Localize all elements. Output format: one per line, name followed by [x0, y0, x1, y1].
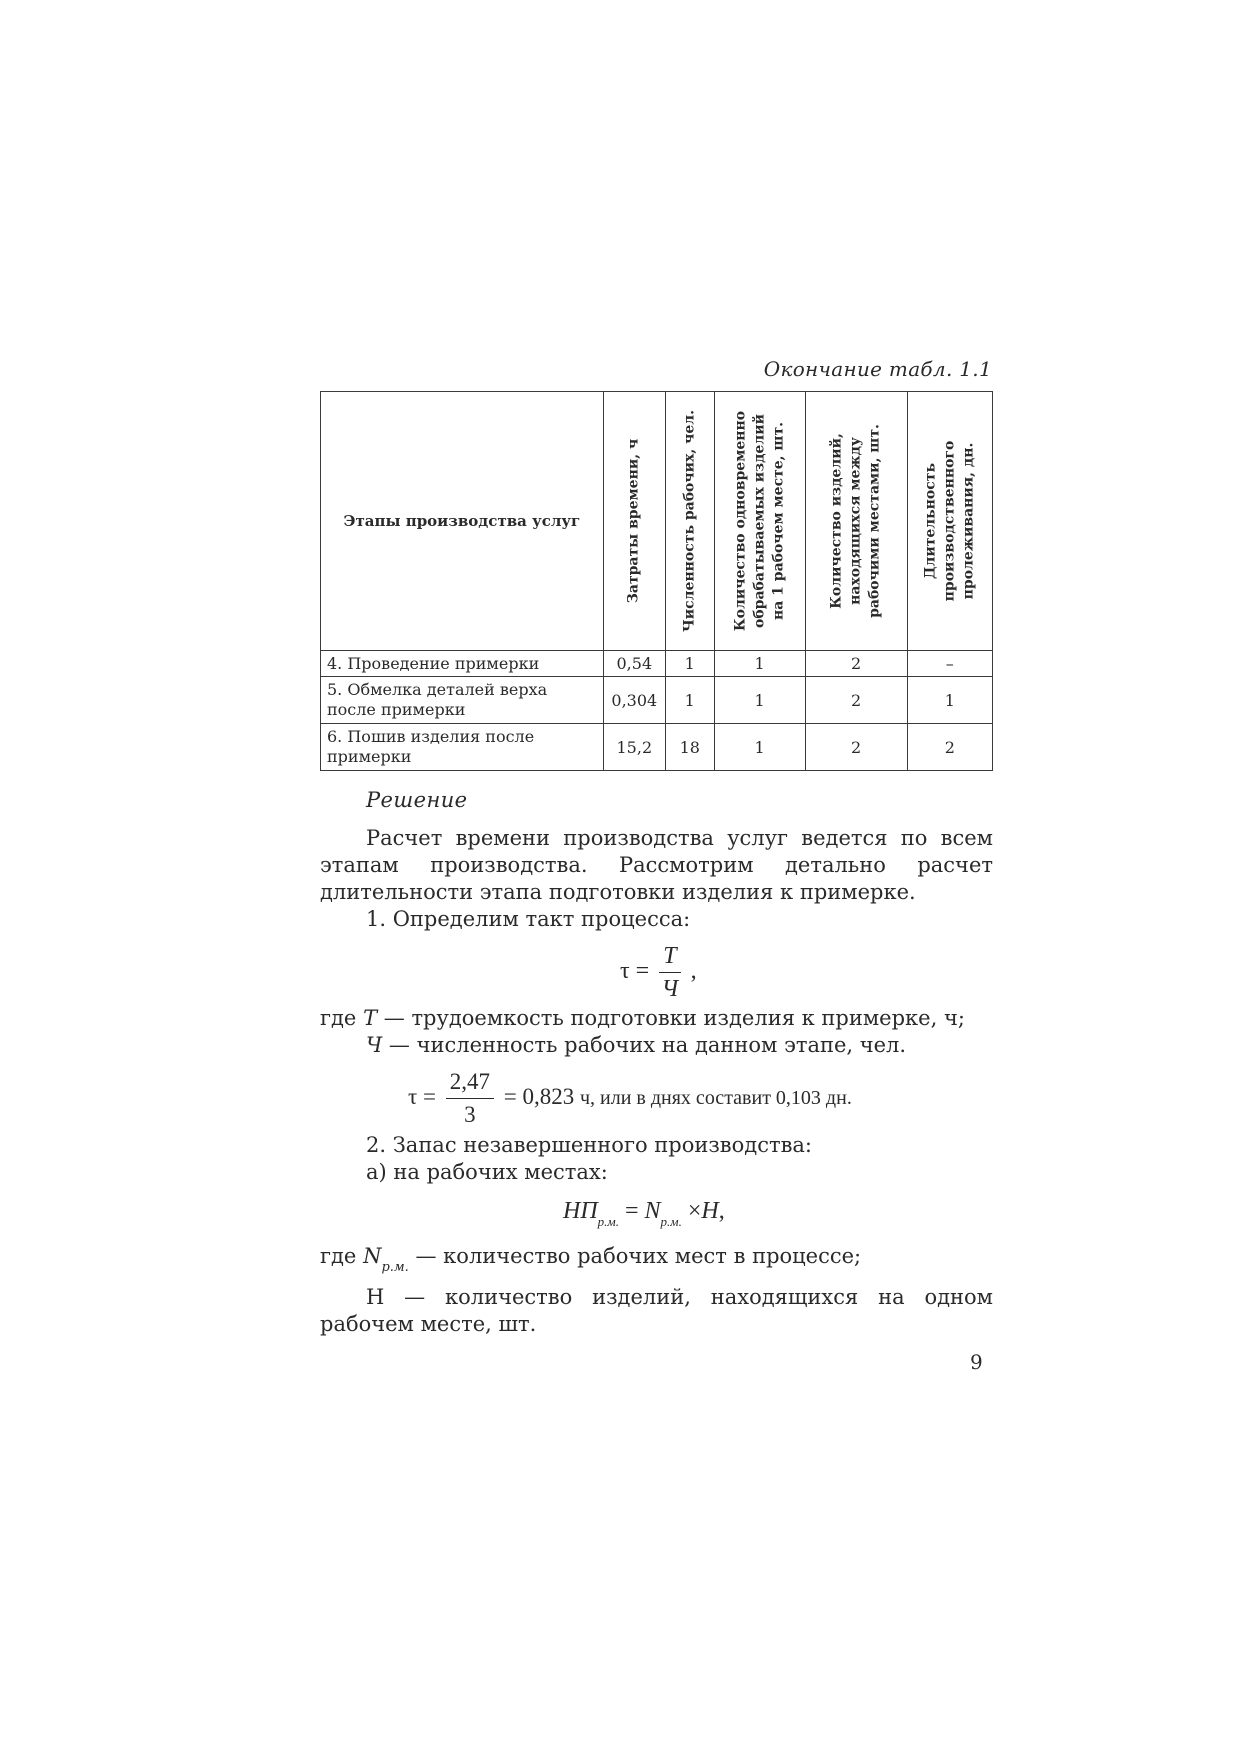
header-items-per-workplace: Количество одновременно обрабатываемых изделий на 1 рабочем месте, шт.: [714, 392, 805, 651]
header-items-between-workplaces: Количество изделий, находящихся между рабочими местами, шт.: [805, 392, 907, 651]
formula-lhs: НП: [563, 1198, 598, 1224]
formula-N-sub: р.м.: [660, 1214, 682, 1229]
formula-lhs: τ: [408, 1083, 418, 1109]
formula-tact-value: [408, 1068, 852, 1129]
paragraph-intro: Расчет времени производства услуг ведется по всем этапам производства. Рассмотрим детально расчет длительности этапа подготовки изделия к примерке.: [320, 826, 993, 904]
table-cell: 2: [805, 724, 907, 771]
formula-result-text: ч, или в днях составит 0,103 дн.: [579, 1086, 852, 1109]
formula-H: H: [701, 1198, 719, 1224]
table-cell: 15,2: [603, 724, 665, 771]
table-cell: 18: [665, 724, 714, 771]
solution-heading: Решение: [366, 788, 468, 812]
page-number: 9: [970, 1350, 983, 1374]
where-N-line: [320, 1243, 861, 1281]
numerator: T: [659, 942, 680, 973]
where-T-line: [320, 1005, 965, 1032]
where-T-text: — трудоемкость подготовки изделия к примерке, ч;: [383, 1006, 965, 1030]
production-table: [320, 391, 993, 771]
symbol-T: T: [363, 1006, 378, 1030]
denominator: 3: [464, 1102, 476, 1127]
formula-equals: =: [635, 958, 650, 985]
table-header-row: [321, 392, 993, 651]
table-cell: 1: [714, 677, 805, 724]
table-cell: 2: [805, 651, 907, 677]
formula-tact: [620, 942, 697, 1003]
header-idle-duration: Длительность производственного пролеживания, дн.: [907, 392, 992, 651]
denominator: Ч: [661, 976, 679, 1002]
header-stages: Этапы производства услуг: [321, 392, 604, 651]
table-cell: 1: [907, 677, 992, 724]
table-cell: 2: [805, 677, 907, 724]
symbol-N-sub: р.м.: [381, 1260, 409, 1275]
table-cell: 1: [714, 651, 805, 677]
table-cell: 4. Проведение примерки: [321, 651, 604, 677]
table-cell: 6. Пошив изделия после примерки: [321, 724, 604, 771]
symbol-Ch: Ч: [366, 1033, 383, 1057]
numerator: 2,47: [446, 1068, 494, 1099]
fraction: [446, 1068, 494, 1129]
header-workers: Численность рабочих, чел.: [665, 392, 714, 651]
formula-tail: ,: [718, 1198, 725, 1224]
where-H-paragraph: H — количество изделий, находящихся на одном рабочем месте, шт.: [320, 1285, 993, 1336]
step-2-text: 2. Запас незавершенного производства:: [366, 1133, 812, 1157]
header-time-cost: Затраты времени, ч: [603, 392, 665, 651]
table-row: [321, 724, 993, 771]
table-cell: 1: [714, 724, 805, 771]
table-cell: –: [907, 651, 992, 677]
fraction: [659, 942, 680, 1003]
step-1-text: 1. Определим такт процесса:: [366, 907, 691, 931]
where-N-text: — количество рабочих мест в процессе;: [415, 1244, 862, 1268]
formula-N: N: [644, 1198, 661, 1224]
step-2a-text: а) на рабочих местах:: [366, 1160, 608, 1184]
formula-lhs-sub: р.м.: [597, 1214, 619, 1229]
table-cell: 1: [665, 677, 714, 724]
formula-times: ×: [687, 1198, 702, 1224]
where-Ch-line: [366, 1032, 906, 1059]
table-row: [321, 651, 993, 677]
formula-equals: =: [624, 1198, 639, 1224]
formula-lhs: τ: [620, 958, 630, 985]
table-cell: 1: [665, 651, 714, 677]
table-cell: 2: [907, 724, 992, 771]
formula-equals: =: [423, 1083, 436, 1109]
formula-result: = 0,823: [503, 1083, 575, 1109]
where-prefix: где: [320, 1244, 357, 1268]
symbol-N: N: [363, 1244, 382, 1268]
where-prefix: где: [320, 1006, 357, 1030]
table-cell: 5. Обмелка деталей верха после примерки: [321, 677, 604, 724]
where-Ch-text: — численность рабочих на данном этапе, чел.: [388, 1033, 907, 1057]
table-cell: 0,304: [603, 677, 665, 724]
table-row: [321, 677, 993, 724]
formula-wip: [563, 1198, 725, 1230]
table-cell: 0,54: [603, 651, 665, 677]
table-caption: Окончание табл. 1.1: [763, 357, 992, 381]
formula-tail: ,: [690, 958, 697, 985]
